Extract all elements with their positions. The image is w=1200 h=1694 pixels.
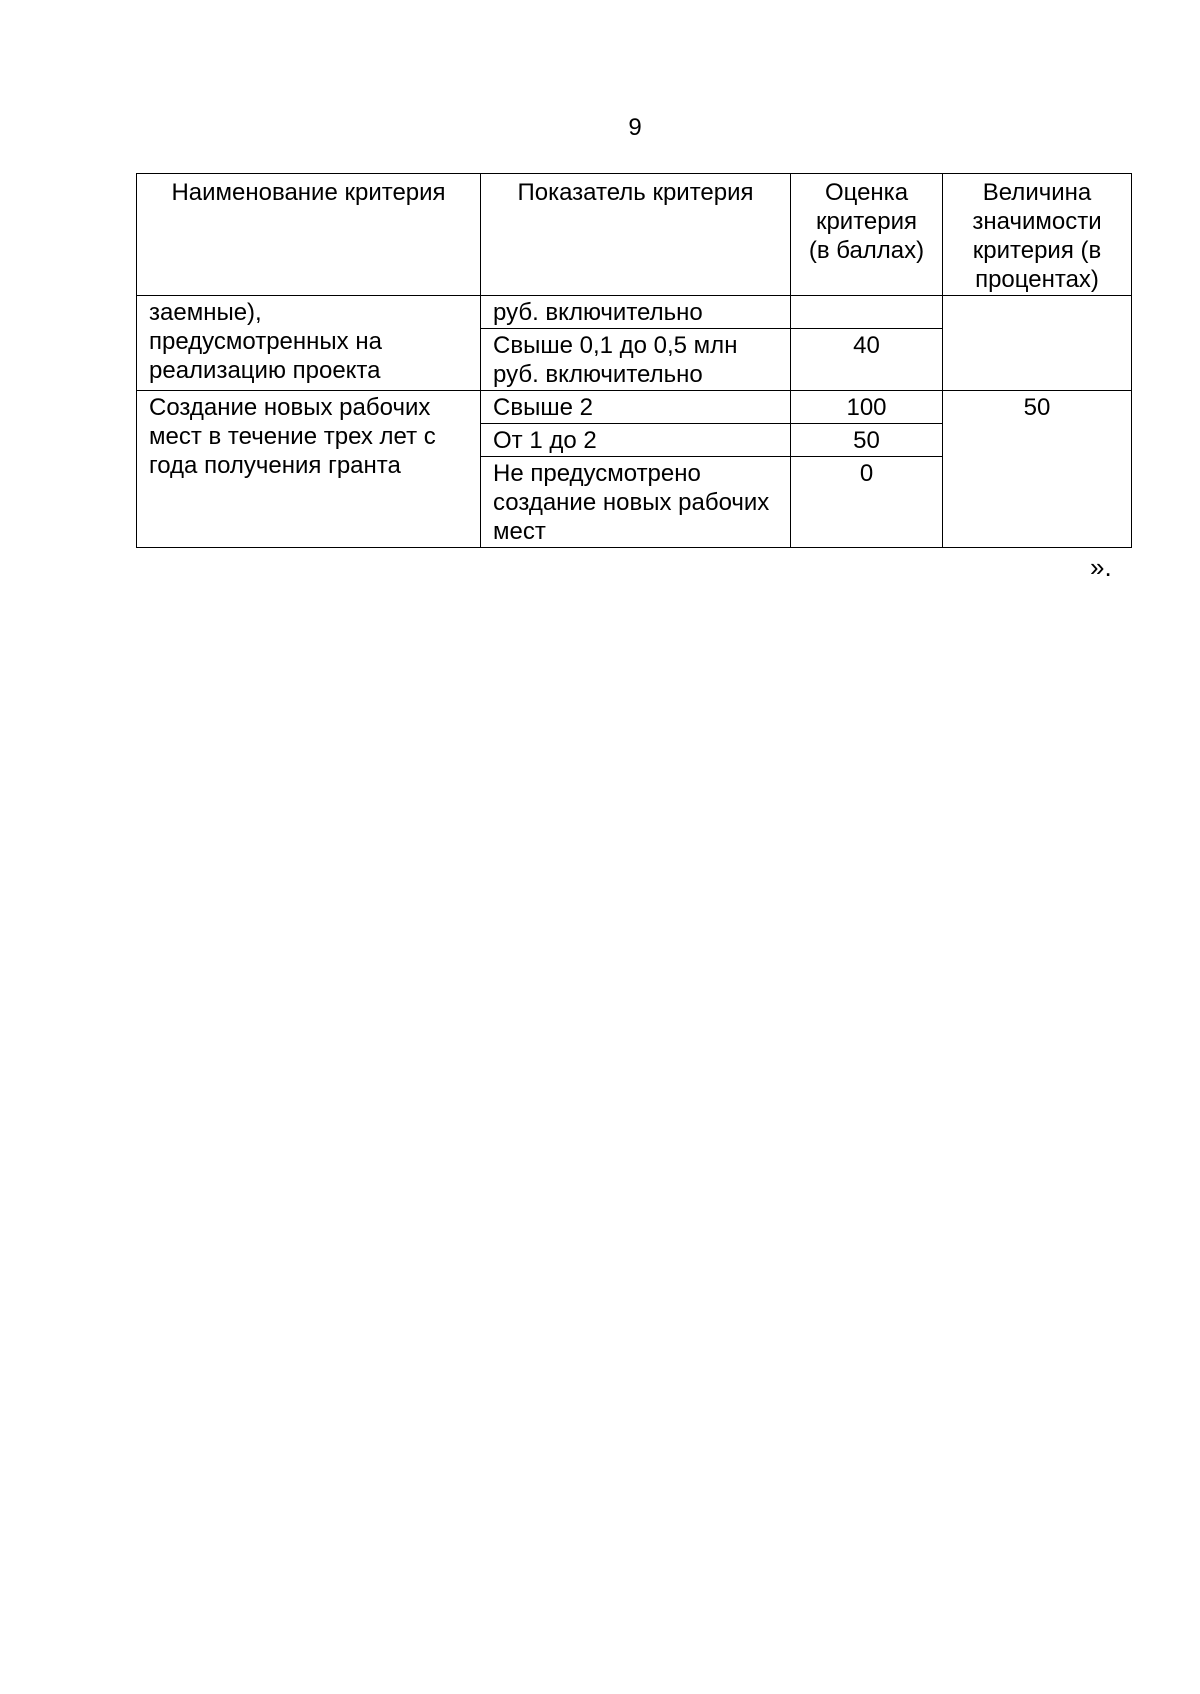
- page-number: 9: [628, 114, 642, 141]
- score-cell: 50: [791, 424, 943, 457]
- indicator-cell: Свыше 2: [481, 391, 791, 424]
- header-criterion-weight: Величина значимости критерия (в процентах): [943, 174, 1132, 296]
- criterion-name-cell: заемные), предусмотренных на реализацию проекта: [137, 296, 481, 391]
- criterion-name-cell: Создание новых рабочих мест в течение трех лет с года получения гранта: [137, 391, 481, 548]
- closing-quote-mark: ».: [1090, 552, 1112, 582]
- indicator-cell: Не предусмотрено создание новых рабочих мест: [481, 457, 791, 548]
- table-row: [137, 391, 1132, 424]
- weight-cell: [943, 296, 1132, 391]
- header-criterion-score: Оценка критерия (в баллах): [791, 174, 943, 296]
- score-cell: 40: [791, 329, 943, 391]
- weight-cell: 50: [943, 391, 1132, 548]
- score-cell: [791, 296, 943, 329]
- table-header-row: [137, 174, 1132, 296]
- header-criterion-name: Наименование критерия: [137, 174, 481, 296]
- table-row: [137, 296, 1132, 329]
- indicator-cell: От 1 до 2: [481, 424, 791, 457]
- criteria-table: [136, 173, 1132, 548]
- score-cell: 0: [791, 457, 943, 548]
- indicator-cell: руб. включительно: [481, 296, 791, 329]
- score-cell: 100: [791, 391, 943, 424]
- indicator-cell: Свыше 0,1 до 0,5 млн руб. включительно: [481, 329, 791, 391]
- header-criterion-indicator: Показатель критерия: [481, 174, 791, 296]
